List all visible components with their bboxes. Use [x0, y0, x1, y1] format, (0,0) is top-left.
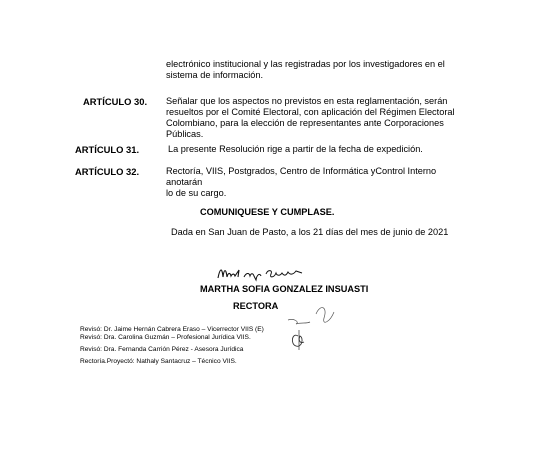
- review-line: Revisó: Dra. Carolina Guzmán – Profesional Jurídica VIIS.: [80, 334, 251, 341]
- signer-name: MARTHA SOFIA GONZALEZ INSUASTI: [200, 284, 369, 294]
- article-30-line: Colombiano, para la elección de representantes ante Corporaciones: [166, 118, 444, 128]
- article-31-line: La presente Resolución rige a partir de la fecha de expedición.: [168, 144, 423, 154]
- article-30-line: Públicas.: [166, 129, 204, 139]
- article-31-text: [168, 144, 468, 155]
- article-30-line: resueltos por el Comité Electoral, con aplicación del Régimen Electoral: [166, 107, 455, 117]
- continuation-line: sistema de información.: [166, 70, 264, 80]
- article-32-text: [166, 166, 466, 199]
- review-block: [80, 326, 300, 366]
- article-32-line: Rectoría, VIIS, Postgrados, Centro de Informática yControl Interno anotarán: [166, 166, 437, 187]
- article-30-label: ARTÍCULO 30.: [83, 96, 148, 107]
- article-31-label: ARTÍCULO 31.: [75, 144, 140, 155]
- article-32-label: ARTÍCULO 32.: [75, 166, 140, 177]
- article-30-text: [166, 96, 466, 140]
- continuation-paragraph: [166, 59, 466, 81]
- continuation-line: electrónico institucional y las registradas por los investigadores en el: [166, 59, 445, 69]
- review-line: Revisó: Dra. Fernanda Carrión Pérez - Asesora Jurídica: [80, 346, 244, 353]
- review-line: Rectoría.Proyectó: Nathaly Santacruz – Técnico VIIS.: [80, 358, 237, 365]
- review-line: Revisó: Dr. Jaime Hernán Cabrera Eraso – Vicerrector VIIS (E): [80, 326, 264, 333]
- article-32-line: lo de su cargo.: [166, 188, 227, 198]
- closing-formula: COMUNIQUESE Y CUMPLASE.: [200, 207, 335, 217]
- signer-title: RECTORA: [233, 301, 279, 311]
- date-line: Dada en San Juan de Pasto, a los 21 días del mes de junio de 2021: [171, 227, 449, 237]
- rector-signature: [216, 264, 308, 284]
- article-30-line: Señalar que los aspectos no previstos en esta reglamentación, serán: [166, 96, 448, 106]
